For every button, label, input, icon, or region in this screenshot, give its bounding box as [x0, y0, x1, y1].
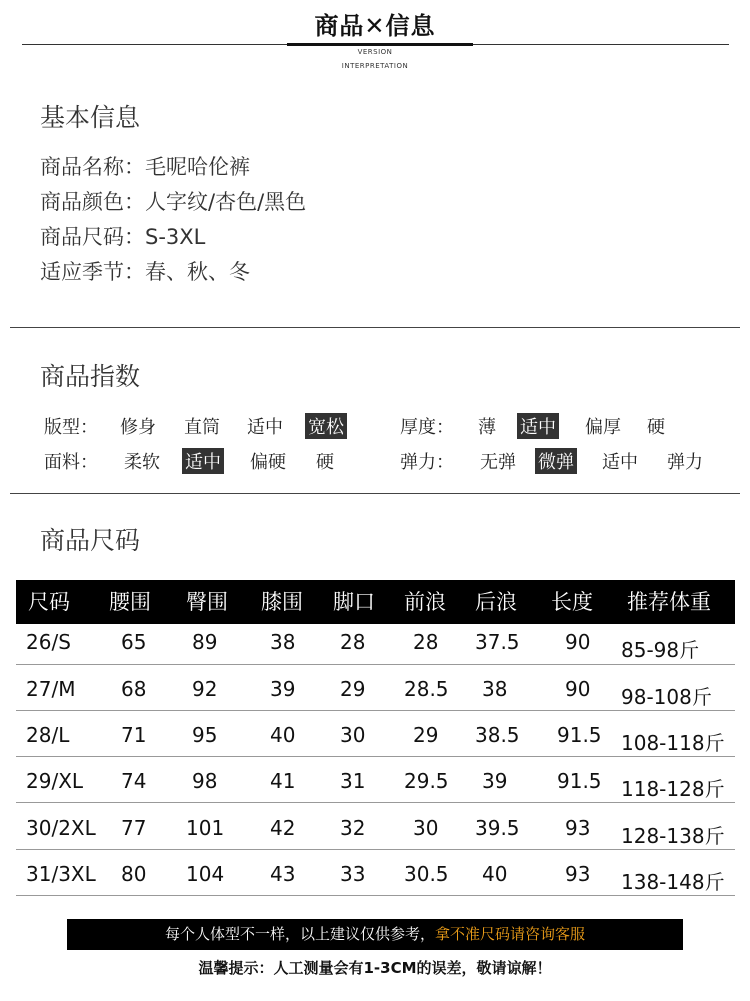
table-cell: 92: [192, 677, 218, 701]
info-season: 适应季节：春、秋、冬: [40, 260, 250, 284]
fabric-option-selected: 适中: [182, 448, 224, 474]
row-divider: [16, 664, 735, 665]
elastic-label: 弹力：: [400, 452, 454, 473]
fabric-label: 面料：: [44, 452, 98, 473]
fabric-option: 硬: [316, 452, 334, 473]
table-cell: 32: [340, 816, 366, 840]
table-cell: 30: [413, 816, 439, 840]
table-cell: 77: [121, 816, 147, 840]
table-cell: 39: [270, 677, 296, 701]
elastic-option: 适中: [602, 452, 638, 473]
table-cell: 128-138斤: [621, 824, 725, 848]
size-title: 商品尺码: [40, 526, 141, 555]
elastic-option: 无弹: [480, 452, 516, 473]
row-divider: [16, 802, 735, 803]
table-cell: 90: [565, 630, 591, 654]
row-divider: [16, 756, 735, 757]
table-cell: 29/XL: [26, 769, 84, 793]
table-cell: 65: [121, 630, 147, 654]
elastic-option-selected: 微弹: [535, 448, 577, 474]
fabric-option: 柔软: [124, 452, 160, 473]
table-cell: 39: [482, 769, 508, 793]
table-cell: 98-108斤: [621, 685, 712, 709]
thickness-option: 偏厚: [585, 417, 621, 438]
thickness-option: 薄: [478, 417, 496, 438]
thickness-option-selected: 适中: [517, 413, 559, 439]
fit-option: 修身: [120, 417, 156, 438]
table-cell: 31/3XL: [26, 862, 96, 886]
table-cell: 38: [482, 677, 508, 701]
table-cell: 91.5: [557, 723, 602, 747]
table-cell: 85-98斤: [621, 638, 700, 662]
table-cell: 29: [340, 677, 366, 701]
table-cell: 29: [413, 723, 439, 747]
thickness-label: 厚度：: [400, 417, 454, 438]
table-cell: 38: [270, 630, 296, 654]
table-cell: 98: [192, 769, 218, 793]
table-cell: 39.5: [475, 816, 520, 840]
fit-option: 直筒: [184, 417, 220, 438]
info-product-name: 商品名称：毛呢哈伦裤: [40, 155, 250, 179]
col-header: 后浪: [475, 590, 517, 614]
row-divider: [16, 710, 735, 711]
table-cell: 40: [482, 862, 508, 886]
table-cell: 30: [340, 723, 366, 747]
info-product-color: 商品颜色：人字纹/杏色/黑色: [40, 190, 307, 214]
section-divider: [10, 493, 740, 494]
table-cell: 91.5: [557, 769, 602, 793]
col-header: 膝围: [261, 590, 303, 614]
note-text: [67, 919, 683, 950]
table-cell: 28.5: [404, 677, 449, 701]
table-cell: 90: [565, 677, 591, 701]
table-cell: 93: [565, 816, 591, 840]
table-cell: 37.5: [475, 630, 520, 654]
table-cell: 80: [121, 862, 147, 886]
info-product-size: 商品尺码：S-3XL: [40, 225, 206, 249]
table-cell: 118-128斤: [621, 777, 725, 801]
table-cell: 41: [270, 769, 296, 793]
page-title: 商品✕信息: [314, 12, 436, 40]
table-cell: 74: [121, 769, 147, 793]
fabric-option: 偏硬: [250, 452, 286, 473]
table-cell: 27/M: [26, 677, 76, 701]
fit-option-selected: 宽松: [305, 413, 347, 439]
col-header: 长度: [551, 590, 593, 614]
col-header: 推荐体重: [627, 590, 711, 614]
header-sub-version: VERSION: [357, 48, 393, 56]
col-header: 臀围: [186, 590, 228, 614]
col-header: 脚口: [333, 590, 375, 614]
row-divider: [16, 849, 735, 850]
table-cell: 28: [340, 630, 366, 654]
table-cell: 71: [121, 723, 147, 747]
header-accent-line: [287, 43, 473, 46]
table-cell: 101: [186, 816, 225, 840]
table-cell: 43: [270, 862, 296, 886]
section-divider: [10, 327, 740, 328]
table-cell: 42: [270, 816, 296, 840]
col-header: 腰围: [109, 590, 151, 614]
row-divider: [16, 895, 735, 896]
table-cell: 138-148斤: [621, 870, 725, 894]
table-cell: 33: [340, 862, 366, 886]
table-cell: 28/L: [26, 723, 70, 747]
thickness-option: 硬: [647, 417, 665, 438]
col-header: 前浪: [404, 590, 446, 614]
table-cell: 108-118斤: [621, 731, 725, 755]
note-highlight: 拿不准尺码请咨询客服: [435, 925, 586, 943]
elastic-option: 弹力: [667, 452, 703, 473]
table-cell: 40: [270, 723, 296, 747]
fit-label: 版型：: [44, 417, 98, 438]
table-cell: 29.5: [404, 769, 449, 793]
table-cell: 30.5: [404, 862, 449, 886]
index-title: 商品指数: [40, 362, 141, 391]
table-cell: 38.5: [475, 723, 520, 747]
fit-option: 适中: [247, 417, 283, 438]
table-cell: 31: [340, 769, 366, 793]
note-main: 每个人体型不一样，以上建议仅供参考，: [164, 925, 435, 943]
table-cell: 104: [186, 862, 225, 886]
table-cell: 89: [192, 630, 218, 654]
table-cell: 93: [565, 862, 591, 886]
col-header: 尺码: [28, 590, 70, 614]
table-cell: 26/S: [26, 630, 71, 654]
basic-info-title: 基本信息: [40, 103, 141, 132]
table-cell: 68: [121, 677, 147, 701]
warm-tip: 温馨提示：人工测量会有1-3CM的误差，敬请谅解！: [198, 959, 552, 977]
table-cell: 95: [192, 723, 218, 747]
table-cell: 30/2XL: [26, 816, 96, 840]
header-sub-interpretation: INTERPRETATION: [341, 62, 409, 70]
table-cell: 28: [413, 630, 439, 654]
